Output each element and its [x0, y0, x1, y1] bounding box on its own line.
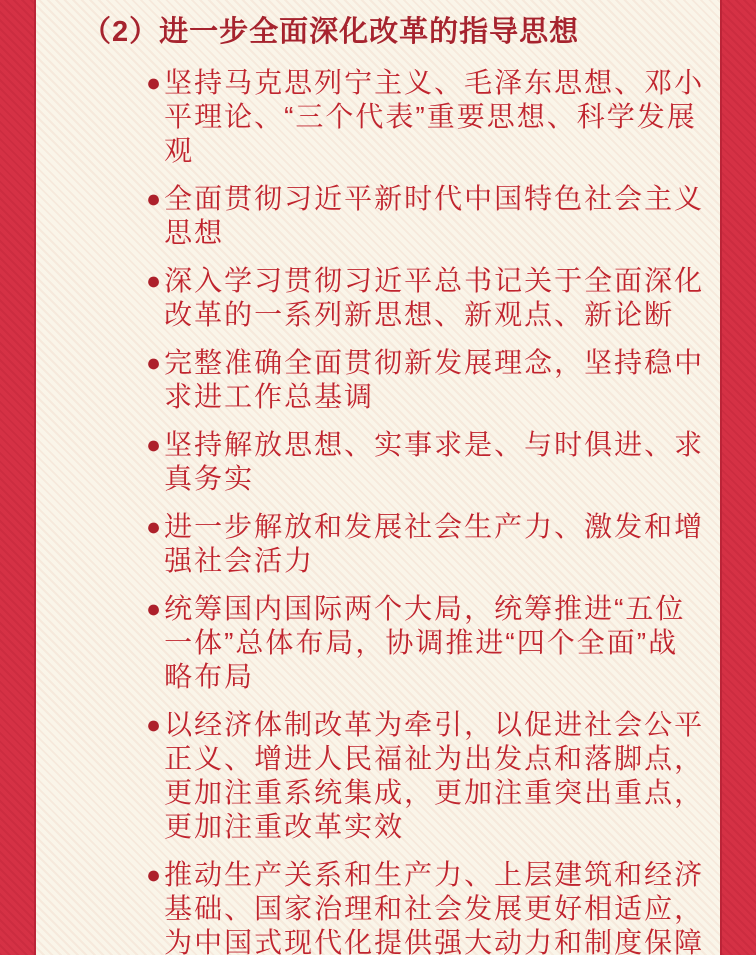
bullet-list [146, 66, 708, 960]
list-item [146, 510, 708, 578]
bullet-icon: ● [146, 185, 162, 213]
list-item [146, 708, 708, 844]
list-item [146, 66, 708, 168]
left-red-bar [0, 0, 36, 955]
bullet-icon: ● [146, 267, 162, 295]
list-item [146, 264, 708, 332]
point-text: 坚持解放思想、实事求是、与时俱进、求真务实 [164, 429, 705, 494]
point-text: 进一步解放和发展社会生产力、激发和增强社会活力 [164, 511, 705, 576]
list-item [146, 182, 708, 250]
point-text: 以经济体制改革为牵引，以促进社会公平正义、增进人民福祉为出发点和落脚点，更加注重系统集成，更加注重突出重点，更加注重改革实效 [164, 709, 705, 842]
bullet-icon: ● [146, 349, 162, 377]
bullet-icon: ● [146, 513, 162, 541]
point-text: 推动生产关系和生产力、上层建筑和经济基础、国家治理和社会发展更好相适应，为中国式现代化提供强大动力和制度保障 [164, 859, 705, 958]
list-item [146, 346, 708, 414]
bullet-icon: ● [146, 431, 162, 459]
page-title: （2）进一步全面深化改革的指导思想 [82, 16, 580, 48]
bullet-icon: ● [146, 69, 162, 97]
point-text: 深入学习贯彻习近平总书记关于全面深化改革的一系列新思想、新观点、新论断 [164, 265, 705, 330]
bullet-icon: ● [146, 595, 162, 623]
point-text: 坚持马克思列宁主义、毛泽东思想、邓小平理论、“三个代表”重要思想、科学发展观 [164, 67, 705, 166]
point-text: 统筹国内国际两个大局，统筹推进“五位一体”总体布局，协调推进“四个全面”战略布局 [164, 593, 686, 692]
bullet-icon: ● [146, 711, 162, 739]
point-text: 全面贯彻习近平新时代中国特色社会主义思想 [164, 183, 705, 248]
right-red-bar [720, 0, 756, 955]
list-item [146, 428, 708, 496]
list-item [146, 858, 708, 960]
point-text: 完整准确全面贯彻新发展理念，坚持稳中求进工作总基调 [164, 347, 705, 412]
content-area [34, 0, 722, 974]
list-item [146, 592, 708, 694]
bullet-icon: ● [146, 861, 162, 889]
